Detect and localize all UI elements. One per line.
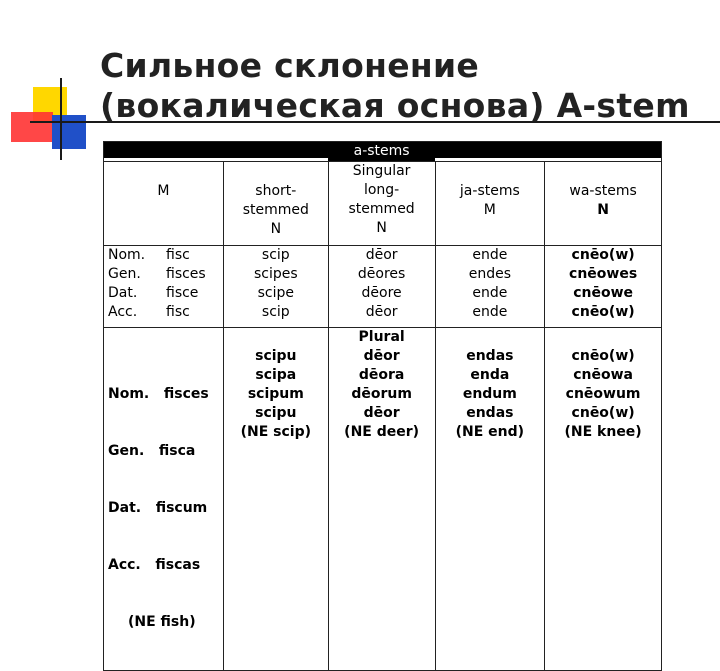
form: dēor xyxy=(365,247,398,263)
wa-line-2: N xyxy=(597,202,609,218)
form: scipe xyxy=(257,285,295,301)
form: dēores xyxy=(357,266,406,282)
form: ende xyxy=(472,285,508,301)
wa-line-1: wa-stems xyxy=(569,183,637,199)
short-line-1: short- xyxy=(255,183,297,199)
form: cnēo(w) xyxy=(571,247,635,263)
declension-table xyxy=(103,141,662,671)
case-name: Nom. xyxy=(108,247,146,263)
title-line-1: Сильное склонение xyxy=(100,46,480,85)
plural-wa-cell xyxy=(545,328,662,671)
singular-wa-cell xyxy=(545,246,662,328)
form: scip xyxy=(261,304,290,320)
plural-m-cell xyxy=(104,328,224,671)
plural-short-cell xyxy=(223,328,328,671)
short-line-3: N xyxy=(270,221,282,237)
long-line-3: N xyxy=(376,220,387,236)
col-short-header xyxy=(223,162,328,246)
plural-row xyxy=(104,328,662,671)
form: cnēowa xyxy=(573,367,633,383)
form: dēora xyxy=(358,367,405,383)
long-line-1: long- xyxy=(363,182,400,198)
title-line-2: (вокалическая основа) A-stem xyxy=(100,86,690,125)
form: dēor xyxy=(365,304,398,320)
form: scipu xyxy=(255,348,297,364)
short-line-2: stemmed xyxy=(242,202,309,218)
form: dēor xyxy=(363,348,400,364)
plural-m-line: Gen. fisca xyxy=(108,443,196,459)
form: cnēowe xyxy=(573,285,633,301)
form: cnēo(w) xyxy=(571,405,635,421)
form: scipa xyxy=(255,367,297,383)
ja-line-2: M xyxy=(483,202,496,218)
long-line-2: stemmed xyxy=(348,201,415,217)
case-line xyxy=(108,284,223,303)
header-black-bar xyxy=(223,142,328,158)
form: endum xyxy=(462,386,517,402)
decor-red-square xyxy=(11,112,53,142)
plural-m-line: Dat. fiscum xyxy=(108,500,208,516)
m-form: fisce xyxy=(166,285,199,301)
m-form: fisces xyxy=(166,266,206,282)
form: dēor xyxy=(363,405,400,421)
form: scip xyxy=(261,247,290,263)
form: scipes xyxy=(253,266,298,282)
plural-m-line: (NE fish) xyxy=(128,614,196,630)
plural-ja-cell xyxy=(435,328,545,671)
form: cnēo(w) xyxy=(571,348,635,364)
singular-row xyxy=(104,246,662,328)
header-black-bar xyxy=(545,142,661,158)
case-name: Acc. xyxy=(108,304,138,320)
col-m-header xyxy=(104,162,224,246)
singular-long-cell xyxy=(328,246,435,328)
form: endas xyxy=(466,405,514,421)
plural-m-line: Acc. fiscas xyxy=(108,557,201,573)
case-line xyxy=(108,246,223,265)
singular-ja-cell xyxy=(435,246,545,328)
col-long-header xyxy=(328,162,435,246)
form: scipu xyxy=(255,405,297,421)
ja-line-1: ja-stems xyxy=(459,183,520,199)
form: cnēowes xyxy=(569,266,638,282)
header-black-bar xyxy=(435,142,545,158)
form: enda xyxy=(470,367,510,383)
m-form: fisc xyxy=(166,304,190,320)
case-name: Dat. xyxy=(108,285,138,301)
form: ende xyxy=(472,247,508,263)
header-subheader-row xyxy=(104,162,662,246)
plural-long-cell xyxy=(328,328,435,671)
a-stems-header: a-stems xyxy=(328,142,435,162)
form: ende xyxy=(472,304,508,320)
m-form: fisc xyxy=(166,247,190,263)
slide-title xyxy=(100,46,690,126)
header-black-bar xyxy=(104,142,223,158)
case-line xyxy=(108,265,223,284)
singular-m-cell xyxy=(104,246,224,328)
form: cnēo(w) xyxy=(571,304,635,320)
form: dēorum xyxy=(351,386,412,402)
singular-label: Singular xyxy=(352,163,411,179)
decor-vertical-line xyxy=(60,78,62,160)
form: (NE knee) xyxy=(564,424,642,440)
form: cnēowum xyxy=(565,386,641,402)
col-ja-header xyxy=(435,162,545,246)
form: (NE end) xyxy=(455,424,525,440)
case-line xyxy=(108,303,223,322)
col-wa-header xyxy=(545,162,662,246)
singular-short-cell xyxy=(223,246,328,328)
form: scipum xyxy=(247,386,304,402)
form: (NE deer) xyxy=(344,424,420,440)
form: (NE scip) xyxy=(240,424,312,440)
plural-m-line: Nom. fisces xyxy=(108,386,209,402)
form: endes xyxy=(468,266,511,282)
plural-label: Plural xyxy=(358,329,405,345)
header-top-row xyxy=(104,142,662,162)
col-m-label: M xyxy=(157,183,170,199)
case-name: Gen. xyxy=(108,266,141,282)
form: dēore xyxy=(361,285,402,301)
form: endas xyxy=(466,348,514,364)
